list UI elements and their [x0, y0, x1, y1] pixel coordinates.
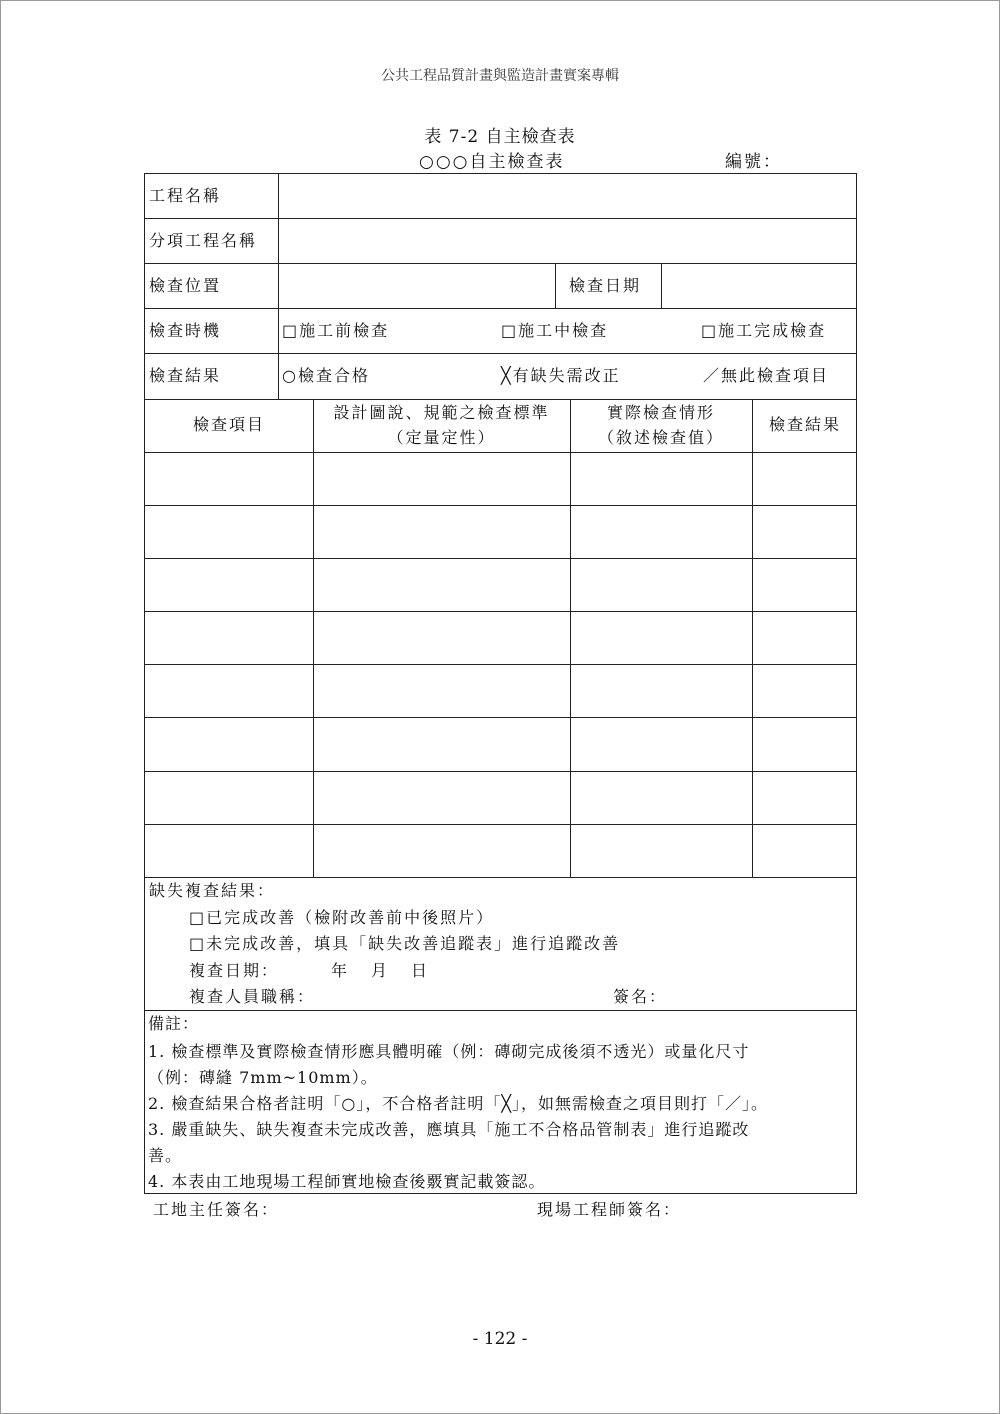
column-divider [570, 399, 571, 877]
row-divider [145, 353, 856, 354]
remark-line: （例：磚縫 7mm~10mm）。 [148, 1068, 378, 1087]
header-inspection-item: 檢查項目 [192, 415, 265, 434]
result-pass-option[interactable]: ○檢查合格 [282, 366, 370, 385]
header-inspection-result: 檢查結果 [768, 415, 841, 434]
remarks-title: 備註： [148, 1014, 200, 1033]
column-divider [313, 399, 314, 877]
row-divider [145, 558, 856, 559]
followup-title: 缺失複查結果： [149, 881, 276, 900]
row-divider [145, 218, 856, 219]
row-divider [145, 399, 856, 400]
recheck-signature-label: 簽名： [613, 987, 668, 1006]
row-divider [145, 1010, 856, 1011]
inspection-result-label: 檢查結果 [149, 366, 222, 385]
row-divider [145, 824, 856, 825]
column-divider [555, 263, 556, 308]
row-divider [145, 611, 856, 612]
followup-not-done-checkbox[interactable]: □未完成改善，填具「缺失改善追蹤表」進行追蹤改善 [189, 934, 621, 953]
row-divider [145, 308, 856, 309]
row-divider [145, 505, 856, 506]
column-divider [278, 174, 279, 399]
header-standard-line2: （定量定性） [387, 428, 496, 447]
project-name-label: 工程名稱 [149, 186, 222, 205]
row-divider [145, 452, 856, 453]
inspection-location-label: 檢查位置 [149, 276, 222, 295]
column-divider [752, 399, 753, 877]
row-divider [145, 717, 856, 718]
recheck-day-label: 日 [411, 961, 430, 980]
row-divider [145, 263, 856, 264]
row-divider [145, 771, 856, 772]
header-standard-line1: 設計圖說、規範之檢查標準 [333, 403, 550, 422]
column-divider [661, 263, 662, 308]
result-defect-option[interactable]: ╳有缺失需改正 [501, 366, 621, 385]
remark-line: 2. 檢查結果合格者註明「○」，不合格者註明「╳」，如無需檢查之項目則打「／」。 [148, 1094, 768, 1113]
inspection-date-label: 檢查日期 [569, 276, 642, 295]
remark-line: 善。 [148, 1146, 183, 1165]
sub-project-label: 分項工程名稱 [149, 231, 258, 250]
recheck-date-label: 複查日期： [189, 961, 280, 980]
recheck-month-label: 月 [371, 961, 390, 980]
recheck-year-label: 年 [331, 961, 350, 980]
row-divider [145, 664, 856, 665]
remark-line: 1. 檢查標準及實際檢查情形應具體明確（例：磚砌完成後須不透光）或量化尺寸 [148, 1042, 750, 1061]
page-number: - 122 - [472, 1329, 528, 1349]
table-caption: 表 7-2 自主檢查表 [424, 127, 576, 147]
site-engineer-signature-label: 現場工程師簽名： [537, 1200, 682, 1219]
remark-line: 3. 嚴重缺失、缺失複查未完成改善，應填具「施工不合格品管制表」進行追蹤改 [148, 1120, 750, 1139]
header-actual-line2: （敘述檢查值） [597, 428, 724, 447]
site-director-signature-label: 工地主任簽名： [153, 1200, 280, 1219]
serial-number-label: 編號： [725, 152, 782, 172]
header-actual-line1: 實際檢查情形 [606, 403, 715, 422]
remark-line: 4. 本表由工地現場工程師實地檢查後覈實記載簽認。 [148, 1172, 546, 1191]
form-title: ○○○自主檢查表 [419, 152, 565, 172]
timing-complete-checkbox[interactable]: □施工完成檢查 [701, 321, 827, 340]
followup-done-checkbox[interactable]: □已完成改善（檢附改善前中後照片） [189, 908, 495, 927]
recheck-inspector-label: 複查人員職稱： [189, 987, 316, 1006]
timing-during-checkbox[interactable]: □施工中檢查 [501, 321, 609, 340]
row-divider [145, 877, 856, 878]
inspection-timing-label: 檢查時機 [149, 321, 222, 340]
timing-before-checkbox[interactable]: □施工前檢查 [282, 321, 390, 340]
result-na-option[interactable]: ／無此檢查項目 [703, 366, 830, 385]
running-header: 公共工程品質計畫與監造計畫實案專輯 [381, 68, 619, 84]
inspection-form [144, 173, 857, 1194]
